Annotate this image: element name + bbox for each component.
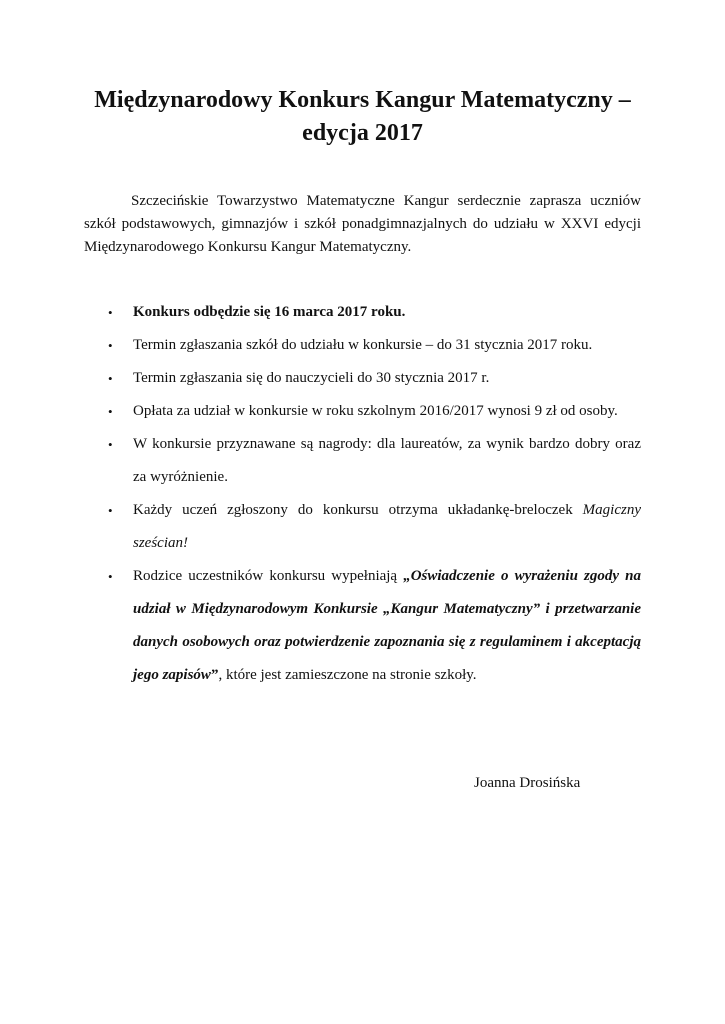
list-item bbox=[108, 494, 641, 560]
bullet-icon: • bbox=[108, 338, 113, 353]
item-fee: Opłata za udział w konkursie w roku szkolnym 2016/2017 wynosi 9 zł od osoby. bbox=[133, 403, 618, 419]
bullet-icon: • bbox=[108, 305, 113, 320]
list-item bbox=[108, 428, 641, 494]
item-date: Konkurs odbędzie się 16 marca 2017 roku. bbox=[133, 304, 406, 320]
bullet-icon: • bbox=[108, 437, 113, 452]
item-school-registration: Termin zgłaszania szkół do udziału w konkursie – do 31 stycznia 2017 roku. bbox=[133, 337, 593, 353]
item-prize-text: Każdy uczeń zgłoszony do konkursu otrzyma układankę-breloczek bbox=[133, 502, 583, 518]
item-consent-title: „Oświadczenie o wyrażeniu zgody na udział w Międzynarodowym Konkursie „Kangur Matematyczny” i przetwarzanie danych osobowych oraz potwierdzenie zapoznania się z regulaminem i akceptacją jego zapisów bbox=[133, 568, 641, 683]
item-consent-quote: ” bbox=[210, 667, 219, 683]
list-item bbox=[108, 329, 641, 362]
intro-paragraph: Szczecińskie Towarzystwo Matematyczne Kangur serdecznie zaprasza uczniów szkół podstawowych, gimnazjów i szkół ponadgimnazjalnych do udziału w XXVI edycji Międzynarodowego Konkursu Kangur Matematyczny. bbox=[84, 193, 641, 255]
bullet-icon: • bbox=[108, 569, 113, 584]
title-line-1: Międzynarodowy Konkurs Kangur Matematyczny – bbox=[94, 87, 631, 113]
page-title bbox=[60, 84, 665, 150]
item-consent-tail: , które jest zamieszczone na stronie szkoły. bbox=[218, 667, 477, 683]
item-prize-name: Magiczny sześcian! bbox=[133, 502, 641, 551]
item-student-registration: Termin zgłaszania się do nauczycieli do 30 stycznia 2017 r. bbox=[133, 370, 490, 386]
bullet-icon: • bbox=[108, 371, 113, 386]
list-item bbox=[108, 395, 641, 428]
list-item bbox=[108, 560, 641, 692]
signature: Joanna Drosińska bbox=[474, 775, 581, 791]
bullet-icon: • bbox=[108, 503, 113, 518]
bullet-icon: • bbox=[108, 404, 113, 419]
title-line-2: edycja 2017 bbox=[302, 120, 423, 146]
item-consent-text: Rodzice uczestników konkursu wypełniają bbox=[133, 568, 404, 584]
info-list bbox=[108, 296, 641, 692]
item-awards: W konkursie przyznawane są nagrody: dla laureatów, za wynik bardzo dobry oraz za wyróżnienie. bbox=[133, 436, 641, 485]
list-item bbox=[108, 296, 641, 329]
list-item bbox=[108, 362, 641, 395]
